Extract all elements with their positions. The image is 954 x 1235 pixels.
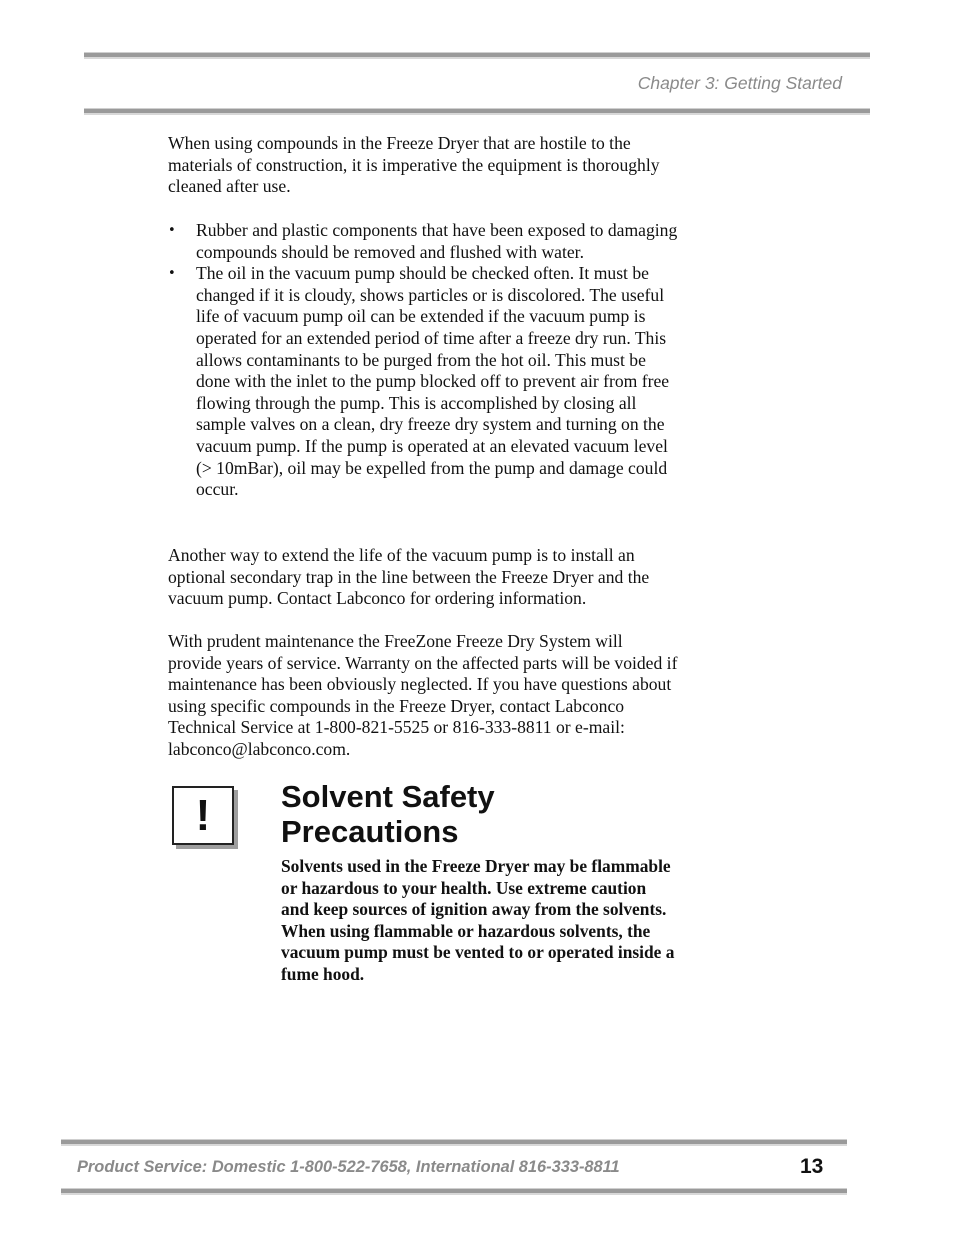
warning-exclamation-icon: ! xyxy=(172,786,234,845)
bullet-text-rubber: Rubber and plastic components that have been exposed to damaging compounds should be removed and flushed with water. xyxy=(196,220,678,262)
section-title xyxy=(281,779,495,849)
page-number: 13 xyxy=(800,1155,824,1178)
footer-bottom-rule xyxy=(61,1188,847,1195)
footer-top-rule xyxy=(61,1139,847,1146)
footer-service-info: Product Service: Domestic 1-800-522-7658, International 816-333-8811 xyxy=(77,1158,620,1176)
header-bottom-rule xyxy=(84,108,870,115)
bullet-icon: • xyxy=(168,266,176,282)
bullet-text-oil: The oil in the vacuum pump should be checked often. It must be changed if it is cloudy, shows particles or is discolored. The useful life of vacuum pump oil can be extended if the vacuum pump is operated for an extended period of time after a freeze dry run. This allows contaminants to be purged from the hot oil. This must be done with the inlet to the pump blocked off to prevent air from free flowing through the pump. This is accomplished by closing all sample valves on a clean, dry freeze dry system and turning on the vacuum pump. If the pump is operated at an elevated vacuum level (> 10mBar), oil may be expelled from the pump and damage could occur. xyxy=(196,263,670,500)
maintenance-bullet-list xyxy=(168,220,678,501)
trap-paragraph: Another way to extend the life of the vacuum pump is to install an optional secondary trap in the line between the Freeze Dryer and the vacuum pump. Contact Labconco for ordering information. xyxy=(168,545,650,609)
list-item xyxy=(168,220,678,263)
solvent-warning-text: Solvents used in the Freeze Dryer may be flammable or hazardous to your health. Use extreme caution and keep sources of ignition away from the solvents. When using flammable or hazardous solvents, the vacuum pump must be vented to or operated inside a fume hood. xyxy=(281,856,675,984)
chapter-header: Chapter 3: Getting Started xyxy=(637,73,842,93)
list-item xyxy=(168,263,678,501)
intro-paragraph: When using compounds in the Freeze Dryer that are hostile to the materials of construction, it is imperative the equipment is thoroughly cleaned after use. xyxy=(168,133,660,197)
header-top-rule xyxy=(84,52,870,59)
bullet-icon: • xyxy=(168,223,176,238)
section-title-line2: Precautions xyxy=(281,814,459,849)
maintenance-paragraph: With prudent maintenance the FreeZone Freeze Dry System will provide years of service. Warranty on the affected parts will be voided if maintenance has been obviously neglected. If you have questions about using specific compounds in the Freeze Dryer, contact Labconco Technical Service at 1-800-821-5525 or 816-333-8811 or e-mail: labconco@labconco.com. xyxy=(168,631,678,759)
section-title-line1: Solvent Safety xyxy=(281,779,495,814)
